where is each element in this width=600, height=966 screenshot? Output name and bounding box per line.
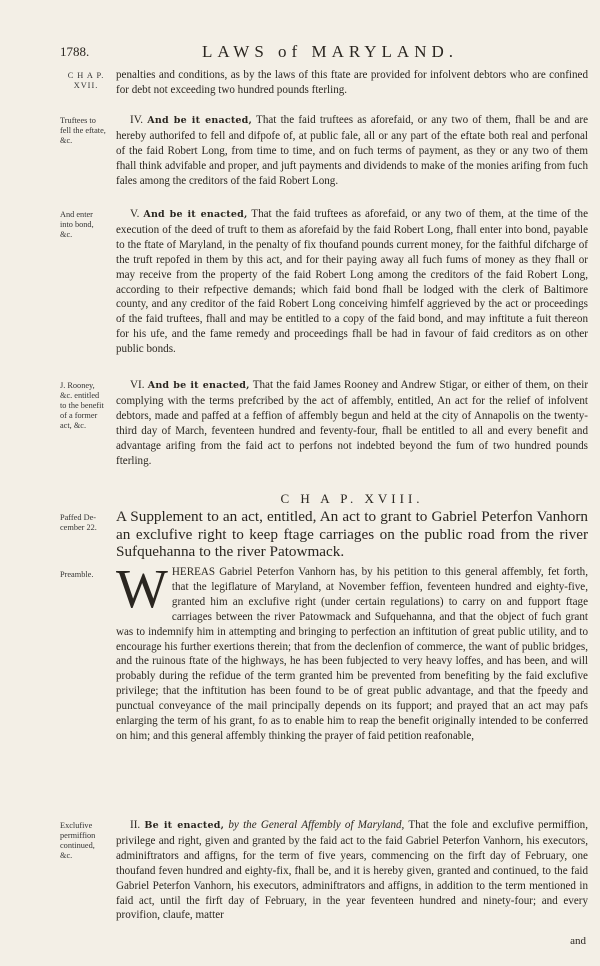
paragraph-section-5 — [116, 207, 588, 357]
margin-note-chapter — [60, 71, 112, 91]
blackletter-enactment: And be it enacted, — [143, 209, 248, 220]
paragraph-text: That the faid truftees as aforefaid, or any two of them, at the time of the execution of the deed of truft to them as aforefaid by the faid Robert Long, fhall enter into bond, payable to the ftate of Maryland, in the penalty of fix thoufand pounds current money, for the faithful difcharge of the truft repofed in them by this act, and for their paying away all fuch fums of money as they fhall or may receive from the property of the faid Robert Long among the creditors of the faid Robert Long, according to their refpective demands; which faid bond fhall be lodged with the clerk of Baltimore county, and any creditor of the faid Robert Long conceiving himfelf aggrieved by the act or proceedings of the faid truftees, fhall and may be entitled to a copy of the faid bond, and may inftitute a fuit thereon for his ufe, and the fame remedy and proceedings fhall be had in favour of faid creditors as on other public bonds. — [116, 208, 588, 356]
text-block-preamble — [116, 558, 588, 744]
section-number: VI. — [130, 379, 145, 391]
page-header — [60, 44, 600, 66]
text-block-section-2 — [116, 818, 588, 923]
margin-note-line: cember 22. — [60, 523, 97, 532]
paragraph-section-4 — [116, 113, 588, 189]
running-title: LAWS of MARYLAND. — [202, 42, 458, 61]
margin-note-line: C H A P. — [67, 71, 105, 80]
text-block-section-4 — [116, 113, 588, 189]
paragraph-text: That the faid James Rooney and Andrew Stigar, or either of them, on their complying with the terms prefcribed by the act of affembly, entitled, An act for the relief of infolvent debtors, made and paffed at a feffion of affembly begun and held at the city of Annapolis on the twenty-third day of March, feventeen hundred and feventy-four, fhall be entitled to all and every benefit and advantage arifing from the faid act to perfons not indebted beyond the fum of two hundred pounds fterling. — [116, 379, 589, 467]
blackletter-enactment: Be it enacted, — [144, 820, 225, 831]
chapter-title: A Supplement to an act, entitled, An act to grant to Gabriel Peterfon Vanhorn an exclufive right to keep ftage carriages on the public road from the river Sufquehanna to the river Patowmack. — [116, 508, 588, 560]
margin-note-line: permiffion — [60, 831, 96, 840]
section-number: V. — [130, 208, 140, 220]
margin-note-line: And enter — [60, 210, 93, 219]
margin-note-rooney — [60, 381, 116, 431]
chapter-heading: C H A P. XVIII. — [280, 491, 424, 506]
margin-note-line: XVII. — [73, 81, 99, 90]
paragraph-section-2 — [116, 818, 588, 923]
margin-note-enter-bond — [60, 210, 116, 240]
paragraph-continuation: penalties and conditions, as by the laws of this ftate are provided for infolvent debtors who are confined for debt not exceeding two hundred pounds fterling. — [116, 69, 588, 96]
margin-note-line: &c. — [60, 230, 73, 239]
margin-note-line: to the benefit — [60, 401, 104, 410]
margin-note-line: of a former — [60, 411, 98, 420]
margin-note-exclusive — [60, 821, 116, 861]
paragraph-text: HEREAS Gabriel Peterfon Vanhorn has, by his petition to this general affembly, fet forth, that the legiflature of Maryland, at November feffion, feventeen hundred and eighty-five, granted him an exclufive right (under certain regulations) to carry on and fupport ftage carriages between the river Patowmack and Sufquehanna, and that the object of fuch grant was to indemnify him in attempting and bringing to perfection an inftitution of great public utility, and to encourage his further exertions therein; that from the declenfion of commerce, the want of public bridges, and the ruinous ftate of the highways, he has been fubjected to very heavy loffes, and has been, and will probably during the refidue of the term granted him be prevented from benefiting by the faid exclufive privilege; that the inftitution has been found to be of great public advantage, and that the fpeedy and punctual conveyance of the mail principally depends on its fupport; and prayed that an act may pafs enlarging the term of his grant, fo as to enable him to reap the benefit originally intended to be conferred on him; and this general affembly thinking the prayer of faid petition reafonable, — [116, 566, 588, 742]
margin-note-passed — [60, 513, 116, 533]
margin-note-trustees — [60, 116, 116, 146]
blackletter-enactment: And be it enacted, — [147, 380, 250, 391]
section-number: IV. — [130, 114, 144, 126]
text-block-section-6 — [116, 378, 588, 468]
section-number: II. — [130, 819, 141, 831]
margin-note-line: fell the eftate, — [60, 126, 106, 135]
margin-note-line: &c. — [60, 851, 73, 860]
text-block-continuation — [116, 68, 588, 98]
margin-note-line: Exclufive — [60, 821, 93, 830]
page-year: 1788. — [60, 44, 90, 59]
drop-cap: W — [116, 558, 168, 619]
paragraph-text: That the faid truftees as aforefaid, or any two of them, fhall be and are hereby authorifed to fell and difpofe of, at public fale, all or any part of the eftate both real and perfonal of the faid Robert Long, from time to time, and on fuch terms of payment, as they or any two of them fhall think advifable and proper, and juft payments and dividends to make of the monies arifing from fuch fales among the creditors of the faid Robert Long. — [116, 114, 588, 187]
catchword: and — [570, 935, 586, 947]
margin-note-preamble — [60, 570, 116, 580]
margin-note-line: Preamble. — [60, 570, 94, 579]
blackletter-enactment: And be it enacted, — [147, 115, 253, 126]
italic-authority: by the General Affembly of Maryland, — [228, 819, 405, 831]
paragraph-text: That the fole and exclufive permiffion, privilege and right, given and granted by the faid act to the faid Gabriel Peterfon Vanhorn, his executors, adminiftrators and affigns, for the term of five years, commencing on the firft day of February, one thoufand feven hundred and eighty-fix, fhall be, and it is hereby given, granted and continued, to the faid Gabriel Peterfon Vanhorn, his executors, adminiftrators and affigns, in addition to the term mentioned in faid act, until the firft day of February, in the year feventeen hundred and ninety-four; and every provifion, claufe, matter — [116, 819, 588, 922]
margin-note-line: Truftees to — [60, 116, 96, 125]
margin-note-line: Paffed De- — [60, 513, 97, 522]
margin-note-line: &c. — [60, 136, 73, 145]
margin-note-line: &c. entitled — [60, 391, 100, 400]
paragraph-section-6 — [116, 378, 588, 468]
margin-note-line: into bond, — [60, 220, 94, 229]
text-block-section-5 — [116, 207, 588, 357]
margin-note-line: continued, — [60, 841, 95, 850]
margin-note-line: J. Rooney, — [60, 381, 95, 390]
margin-note-line: act, &c. — [60, 421, 87, 430]
paragraph-preamble — [116, 558, 588, 744]
